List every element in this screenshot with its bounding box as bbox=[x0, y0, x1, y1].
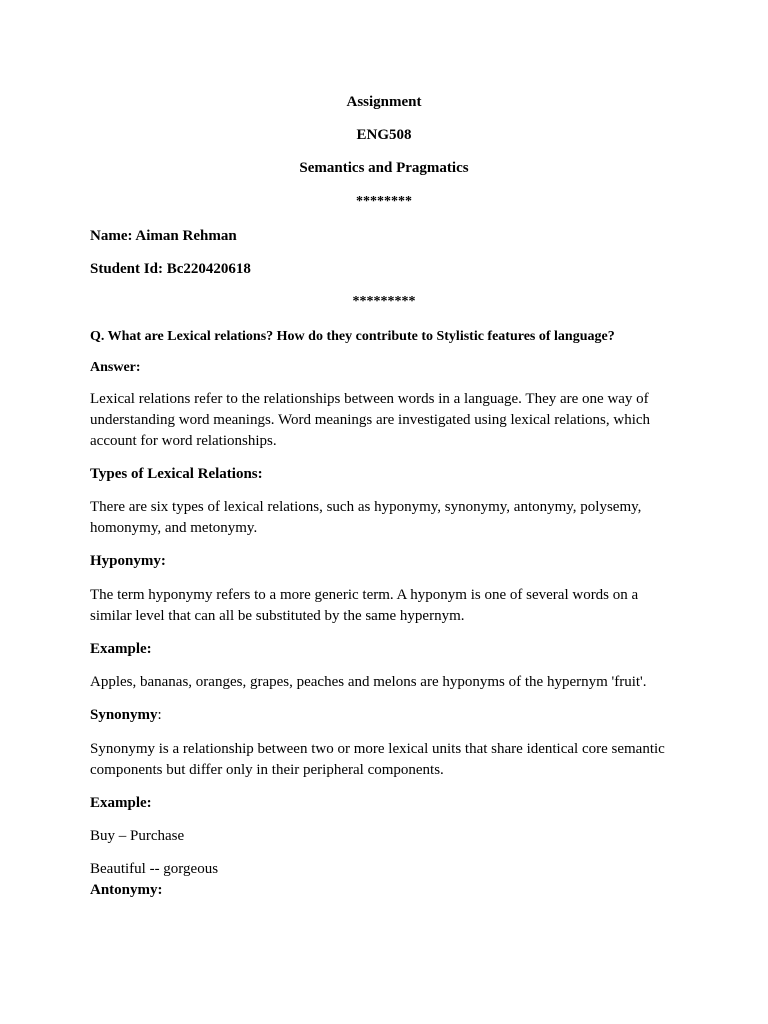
hyponymy-example: Apples, bananas, oranges, grapes, peaches and melons are hyponyms of the hypernym 'fruit'. bbox=[90, 674, 647, 690]
paragraph-line: account for word relationships. bbox=[90, 433, 277, 449]
course-name: Semantics and Pragmatics bbox=[299, 160, 469, 176]
separator-2: ********* bbox=[352, 294, 416, 309]
student-name: Name: Aiman Rehman bbox=[90, 228, 237, 244]
intro-paragraph bbox=[90, 389, 690, 452]
synonymy-example-1: Buy – Purchase bbox=[90, 828, 185, 844]
types-paragraph bbox=[90, 497, 690, 539]
synonymy-paragraph bbox=[90, 739, 690, 781]
course-code: ENG508 bbox=[356, 127, 412, 143]
assignment-title: Assignment bbox=[346, 94, 422, 110]
types-heading: Types of Lexical Relations: bbox=[90, 466, 263, 482]
hyponymy-heading: Hyponymy: bbox=[90, 553, 166, 569]
student-id: Student Id: Bc220420618 bbox=[90, 261, 251, 277]
paragraph-line: The term hyponymy refers to a more generic term. A hyponym is one of several words on a bbox=[90, 587, 639, 603]
paragraph-line: homonymy, and metonymy. bbox=[90, 520, 258, 536]
synonymy-heading bbox=[90, 705, 162, 726]
paragraph-line: understanding word meanings. Word meanings are investigated using lexical relations, which bbox=[90, 412, 651, 428]
question-text: Q. What are Lexical relations? How do they contribute to Stylistic features of language? bbox=[90, 329, 615, 344]
hyponymy-paragraph bbox=[90, 585, 690, 627]
answer-heading: Answer: bbox=[90, 360, 141, 375]
antonymy-heading: Antonymy: bbox=[90, 882, 163, 898]
synonymy-example-heading: Example: bbox=[90, 795, 152, 811]
paragraph-line: There are six types of lexical relations, such as hyponymy, synonymy, antonymy, polysemy, bbox=[90, 499, 642, 515]
synonymy-heading-colon: : bbox=[157, 707, 162, 723]
separator-1: ******** bbox=[356, 194, 412, 209]
paragraph-line: Lexical relations refer to the relationships between words in a language. They are one way of bbox=[90, 391, 649, 407]
hyponymy-example-heading: Example: bbox=[90, 641, 152, 657]
paragraph-line: components but differ only in their peripheral components. bbox=[90, 762, 444, 778]
synonymy-heading-bold: Synonymy bbox=[90, 707, 158, 723]
paragraph-line: similar level that can all be substituted by the same hypernym. bbox=[90, 608, 465, 624]
paragraph-line: Synonymy is a relationship between two or more lexical units that share identical core semantic bbox=[90, 741, 665, 757]
synonymy-example-2: Beautiful -- gorgeous bbox=[90, 861, 219, 877]
